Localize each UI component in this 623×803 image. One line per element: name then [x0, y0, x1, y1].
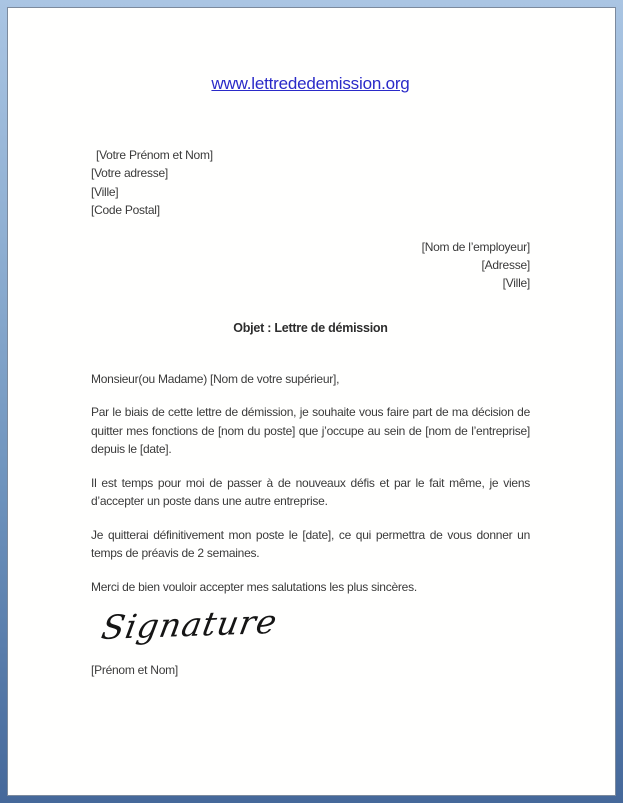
website-link-row: [91, 74, 530, 94]
recipient-employer-line: [Nom de l’employeur]: [421, 239, 530, 254]
letter-body: [91, 370, 530, 597]
salutation-line: Monsieur(ou Madame) [Nom de votre supérieur],: [91, 371, 340, 386]
sender-name-line: [Votre Prénom et Nom]: [96, 148, 213, 162]
sender-city-line: [Ville]: [91, 184, 119, 199]
subject-line: Objet : Lettre de démission: [233, 320, 388, 335]
sender-postal-line: [Code Postal]: [91, 203, 160, 218]
paragraph-new-challenges: Il est temps pour moi de passer à de nouveaux défis et par le fait même, je viens d’accepter un poste dans une autre entreprise.: [91, 475, 530, 509]
recipient-city-line: [Ville]: [502, 276, 530, 291]
paragraph-resignation-decision: Par le biais de cette lettre de démission, je souhaite vous faire part de ma décision de quitter mes fonctions de [nom du poste] que j’occupe au sein de [nom de l’entreprise] depuis le [date].: [91, 405, 530, 457]
signer-name-line: [Prénom et Nom]: [91, 663, 178, 678]
paragraph-notice-period: Je quitterai définitivement mon poste le [date], ce qui permettra de vous donner un temps de préavis de 2 semaines.: [91, 527, 530, 561]
sender-address-block: [91, 146, 530, 220]
paragraph-closing: Merci de bien vouloir accepter mes salutations les plus sincères.: [91, 579, 417, 594]
sender-address-line: [Votre adresse]: [91, 166, 168, 181]
letter-page: [7, 7, 616, 796]
recipient-address-block: [91, 238, 530, 293]
signature-script: Signature: [98, 602, 281, 648]
website-link[interactable]: www.lettrededemission.org: [211, 74, 410, 93]
recipient-address-line: [Adresse]: [481, 258, 530, 273]
